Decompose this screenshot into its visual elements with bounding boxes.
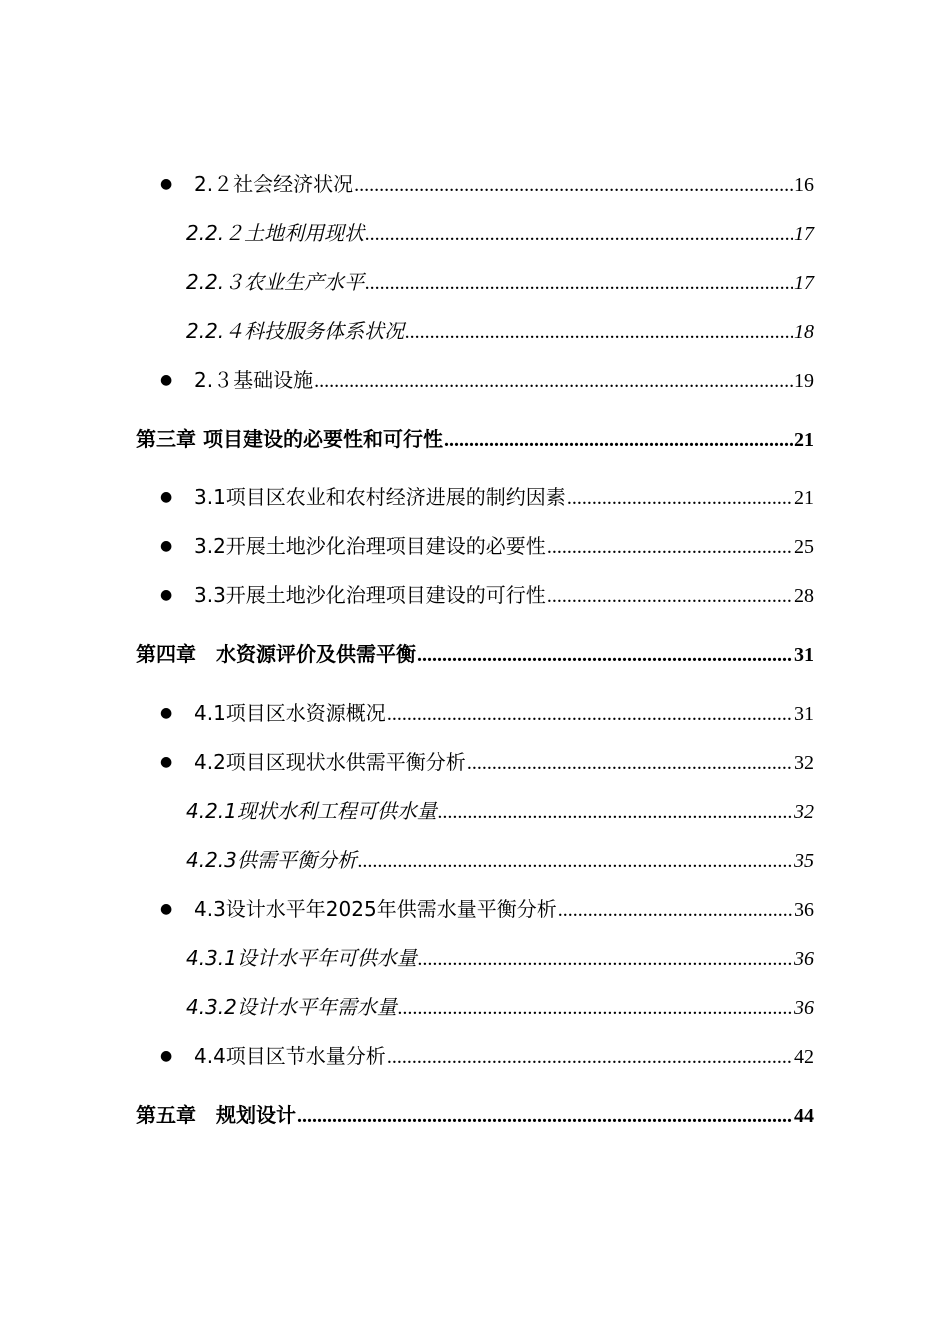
toc-entry-title: 2.２社会经济状况 <box>194 172 354 196</box>
toc-entry-4-4[interactable] <box>160 1040 814 1069</box>
bullet-icon: ● <box>160 176 173 192</box>
dot-leader <box>444 429 793 452</box>
toc-chapter-4[interactable] <box>136 638 814 667</box>
dot-leader <box>405 321 793 344</box>
dot-leader <box>558 899 793 922</box>
toc-chapter-title: 第四章 水资源评价及供需平衡 <box>136 642 416 666</box>
toc-entry-page: 36 <box>794 899 814 921</box>
toc-entry-page: 21 <box>794 487 814 509</box>
dot-leader <box>398 997 793 1020</box>
dot-leader <box>354 174 793 197</box>
dot-leader <box>418 948 793 971</box>
toc-entry-title: 2.2.４科技服务体系状况 <box>186 319 405 343</box>
toc-entry-title: 4.3.2设计水平年需水量 <box>186 995 397 1019</box>
toc-entry-title: 2.３基础设施 <box>194 368 314 392</box>
toc-entry-title: 3.3开展土地沙化治理项目建设的可行性 <box>194 583 546 607</box>
toc-entry-title: 4.2项目区现状水供需平衡分析 <box>194 750 466 774</box>
dot-leader <box>438 801 793 824</box>
toc-chapter-page: 21 <box>794 429 814 451</box>
toc-entry-3-2[interactable] <box>160 530 814 559</box>
toc-entry-title: 4.3.1设计水平年可供水量 <box>186 946 417 970</box>
toc-entry-4-3-1[interactable] <box>186 942 814 971</box>
toc-entry-4-1[interactable] <box>160 697 814 726</box>
toc-entry-title: 3.2开展土地沙化治理项目建设的必要性 <box>194 534 546 558</box>
toc-chapter-title: 第五章 规划设计 <box>136 1103 296 1127</box>
dot-leader <box>387 1046 793 1069</box>
bullet-icon: ● <box>160 587 173 603</box>
toc-entry-page: 36 <box>794 997 814 1019</box>
toc-entry-page: 35 <box>794 850 814 872</box>
toc-entry-page: 25 <box>794 536 814 558</box>
toc-entry-4-2-3[interactable] <box>186 844 814 873</box>
toc-entry-page: 18 <box>794 321 814 343</box>
toc-chapter-3[interactable] <box>136 423 814 452</box>
toc-entry-4-2[interactable] <box>160 746 814 775</box>
dot-leader <box>365 272 793 295</box>
toc-entry-4-3[interactable] <box>160 893 814 922</box>
toc-entry-3-1[interactable] <box>160 481 814 510</box>
toc-entry-page: 31 <box>794 703 814 725</box>
toc-entry-page: 16 <box>794 174 814 196</box>
dot-leader <box>297 1105 793 1128</box>
bullet-icon: ● <box>160 489 173 505</box>
toc-entry-title: 4.1项目区水资源概况 <box>194 701 386 725</box>
toc-entry-title: 2.2.３农业生产水平 <box>186 270 365 294</box>
toc-entry-2-3[interactable] <box>160 364 814 393</box>
toc-entry-3-3[interactable] <box>160 579 814 608</box>
toc-entry-2-2[interactable] <box>160 168 814 197</box>
toc-chapter-page: 44 <box>794 1105 814 1127</box>
dot-leader <box>547 585 793 608</box>
toc-entry-title: 4.3设计水平年2025年供需水量平衡分析 <box>194 897 557 921</box>
bullet-icon: ● <box>160 901 173 917</box>
toc-entry-page: 17 <box>794 223 814 245</box>
bullet-icon: ● <box>160 372 173 388</box>
toc-entry-page: 32 <box>794 801 814 823</box>
dot-leader <box>567 487 793 510</box>
toc-entry-page: 17 <box>794 272 814 294</box>
toc-entry-title: 4.4项目区节水量分析 <box>194 1044 386 1068</box>
toc-entry-page: 36 <box>794 948 814 970</box>
dot-leader <box>467 752 793 775</box>
toc-chapter-title: 第三章 项目建设的必要性和可行性 <box>136 427 443 451</box>
toc-entry-2-2-2[interactable] <box>186 217 814 246</box>
bullet-icon: ● <box>160 538 173 554</box>
toc-entry-2-2-4[interactable] <box>186 315 814 344</box>
dot-leader <box>314 370 793 393</box>
toc-entry-4-3-2[interactable] <box>186 991 814 1020</box>
toc-entry-title: 2.2.２土地利用现状 <box>186 221 365 245</box>
toc-entry-title: 3.1项目区农业和农村经济进展的制约因素 <box>194 485 566 509</box>
toc-entry-page: 42 <box>794 1046 814 1068</box>
toc-chapter-5[interactable] <box>136 1099 814 1128</box>
dot-leader <box>547 536 793 559</box>
bullet-icon: ● <box>160 1048 173 1064</box>
toc-entry-title: 4.2.3供需平衡分析 <box>186 848 357 872</box>
toc-entry-page: 28 <box>794 585 814 607</box>
toc-entry-title: 4.2.1现状水利工程可供水量 <box>186 799 437 823</box>
toc-entry-2-2-3[interactable] <box>186 266 814 295</box>
toc-chapter-page: 31 <box>794 644 814 666</box>
dot-leader <box>387 703 793 726</box>
dot-leader <box>358 850 793 873</box>
bullet-icon: ● <box>160 754 173 770</box>
dot-leader <box>365 223 793 246</box>
dot-leader <box>417 644 793 667</box>
toc-entry-page: 19 <box>794 370 814 392</box>
bullet-icon: ● <box>160 705 173 721</box>
toc-entry-4-2-1[interactable] <box>186 795 814 824</box>
toc-entry-page: 32 <box>794 752 814 774</box>
